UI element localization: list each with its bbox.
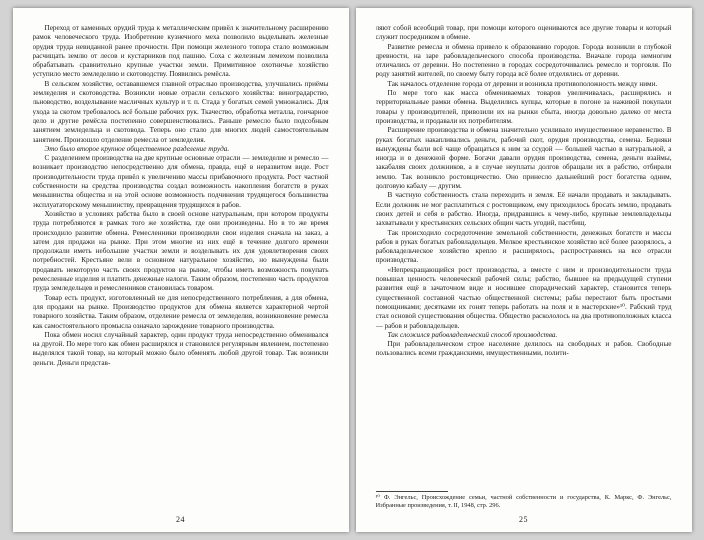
footnote-divider (376, 491, 448, 492)
paragraph: Пока обмен носил случайный характер, один продукт труда непосредственно обменивался на другой. По мере того как обмен расширялся и становился регулярным явлением, постепенно выделялся такой товар, на который можно было обменять любой другой товар. Так возникли деньги. Деньги представ- (32, 330, 329, 367)
paragraph: С разделением производства на две крупные основные отрасли — земледелие и ремесло — возникает производство непосредственно для обмена, правда, ещё в неразвитом виде. Рост производительности труда привёл к увеличению массы прибавочного продукта. Рост частной собственности на средства производства создал возможность накопления богатств в руках меньшинства общества и на этой основе возможность подчинения трудящегося большинства эксплуататорскому меньшинству, превращения трудящихся в рабов. (32, 154, 329, 209)
page-number-right: 25 (519, 515, 528, 524)
page-right (356, 8, 692, 532)
paragraph: При рабовладельческом строе население делилось на свободных и рабов. Свободные пользовались всеми гражданскими, имущественными, полити- (375, 340, 672, 358)
paragraph: Товар есть продукт, изготовленный не для непосредственного потребления, а для обмена, для продажи на рынке. Производство продуктов для обмена является характерной чертой товарного хозяйства. Таким образом, отделение ремесла от земледелия, возникновение ремесла как самостоятельного промысла означало зарождение товарного производства. (32, 293, 329, 330)
page-left-text-column (33, 24, 329, 510)
paragraph-quote: «Непрекращающийся рост производства, а вместе с ним и производительности труда повышал ценность человеческой рабочей силы; рабство, бывшее на предыдущей ступени развития ещё в зачаточном виде и носившее спорадический характер, становится теперь существенной составной частью общественной системы; рабы перестают быть простыми помощниками; десятками их гонят теперь работать на поля и в мастерские»¹⁰. Рабский труд стал основой существования общества. Общество раскололось на два противоположных класса — рабов и рабовладельцев. (375, 265, 672, 330)
page-number-left: 24 (176, 515, 185, 524)
paragraph-continuation: ляют собой всеобщий товар, при помощи которого оцениваются все другие товары и который служит посредником в обмене. (375, 24, 672, 42)
paragraph: Расширение производства и обмена значительно усиливало имущественное неравенство. В руках богатых накапливались деньги, рабочий скот, орудия производства, семена. Бедняки вынуждены были всё чаще обращаться к ним за ссудой — большей частью в натуральной, а иногда и в денежной форме. Богачи давали орудия производства, семена, деньги взаймы, закабаляя своих должников, а в случае неуплаты долгов обращали их в рабство, отбирали землю. Так возникло ростовщичество. Оно принесло дальнейший рост богатства одним, долговую кабалу — другим. (375, 126, 672, 191)
footnote: ¹⁰ Ф. Энгельс, Происхождение семьи, частной собственности и государства, К. Маркс, Ф. Энгельс, Избранные произведения, т. II, 1948, стр. 296. (375, 494, 672, 509)
page-left (13, 8, 349, 532)
paragraph: Развитие ремесла и обмена привело к образованию городов. Города возникли в глубокой древности, на заре рабовладельческого способа производства. Вначале города немногим отличались от деревни. Но постепенно в городах сосредоточивались ремесло и торговля. По роду занятий жителей, по своему быту города всё более отделялись от деревни. (375, 42, 672, 79)
paragraph-emphasis: Это было второе крупное общественное разделение труда. (44, 144, 230, 153)
paragraph: Так началось отделение города от деревни и возникла противоположность между ними. (387, 79, 658, 88)
paragraph: Переход от каменных орудий труда к металлическим привёл к значительному расширению рамок человеческого труда. Изобретение кузнечного меха позволило выделывать железные орудия труда невиданной ранее прочности. При помощи железного топора стало возможным расчищать землю от лесов и кустарников под пашню. Соха с железным лемехом позволила обрабатывать сравнительно крупные участки земли. Примитивное охотничье хозяйство уступило место земледелию и скотоводству. Появились ремёсла. (32, 24, 329, 79)
paragraph: По мере того как масса обмениваемых товаров увеличивалась, расширялись и территориальные рамки обмена. Выделились купцы, которые в погоне за наживой покупали товары у производителей, привозили их на рынки сбыта, иногда довольно далеко от места производства, и продавали их потребителям. (375, 89, 672, 125)
page-right-text-column (376, 24, 672, 487)
paragraph: В частную собственность стала переходить и земля. Её начали продавать и закладывать. Если должник не мог расплатиться с ростовщиком, ему приходилось бросать землю, продавать своих детей и себя в рабство. Иногда, придравшись к чему-либо, крупные землевладельцы захватывали у крестьянских сельских общин часть угодий, пастбищ. (375, 191, 672, 228)
paragraph: Хозяйство в условиях рабства было в своей основе натуральным, при котором продукты труда потребляются в рамках того же хозяйства, где они произведены. Но в то же время происходило развитие обмена. Ремесленники производили свои изделия сначала на заказ, а затем для продажи на рынке. При этом многие из них ещё в течение долгого времени продолжали иметь небольшие участки земли и возделывать их для удовлетворения своих потребностей. Крестьяне вели в основном натуральное хозяйство, но вынуждены были продавать некоторую часть своих продуктов на рынке, чтобы иметь возможность покупать ремесленные изделия и платить денежные налоги. Таким образом, постепенно часть продуктов труда земледельцев и ремесленников становилась товаром. (32, 209, 329, 293)
paragraph-emphasis: Так сложился рабовладельческий способ производства. (387, 330, 558, 339)
paragraph: В сельском хозяйстве, остававшемся главной отраслью производства, улучшались приёмы земледелия и скотоводства. Возникли новые отрасли сельского хозяйства: виноградарство, льноводство, возделывание масличных культур и т. п. Стада у богатых семей умножались. Для ухода за скотом требовалось всё больше рабочих рук. Ткачество, обработка металла, гончарное дело и другие ремёсла постепенно совершенствовались. Раньше ремесло было подсобным занятием земледельца и скотовода. Теперь оно стало для многих людей самостоятельным занятием. Произошло отделение ремесла от земледелия. (32, 79, 329, 144)
paragraph: Так происходило сосредоточение земельной собственности, денежных богатств и массы рабов в руках богатых рабовладельцев. Мелкое крестьянское хозяйство всё более разорялось, а рабовладельческое хозяйство крепло и расширялось, распространяясь на все отрасли производства. (375, 228, 672, 265)
